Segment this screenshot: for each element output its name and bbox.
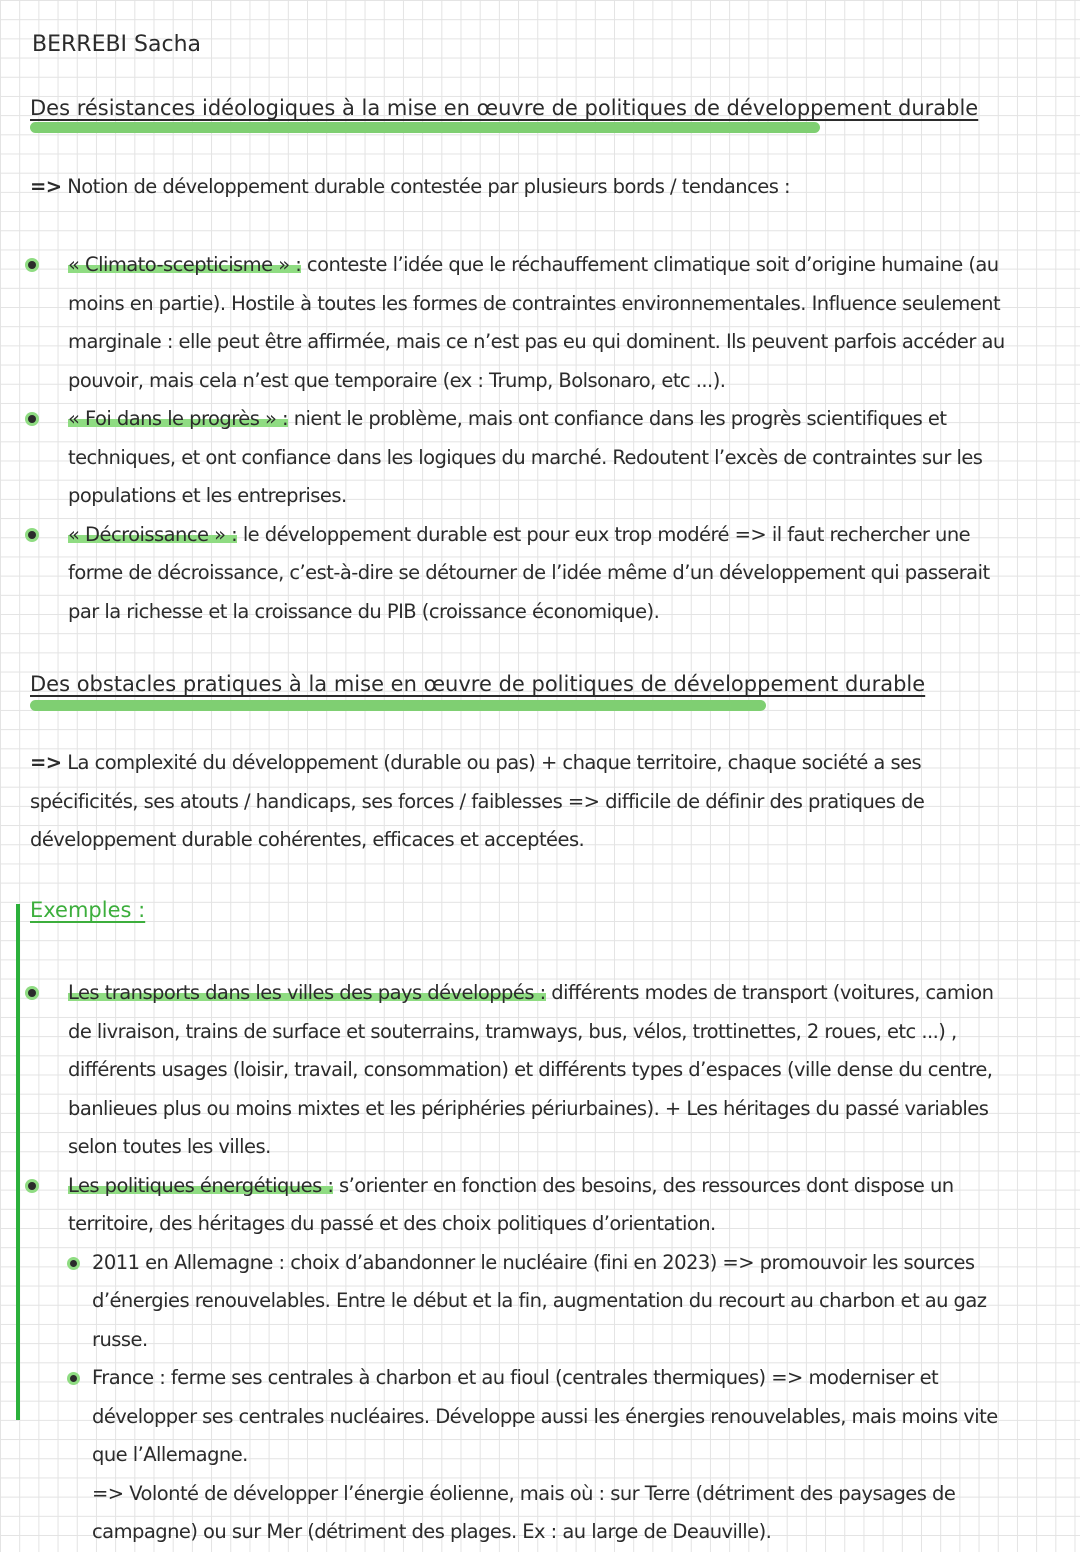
section-1-intro	[30, 168, 1010, 207]
heading-highlight	[30, 122, 820, 133]
section-2-intro	[30, 744, 1010, 860]
bullet-label: « Décroissance » :	[68, 522, 238, 546]
bullet-text: s’orienter en fonction des besoins, des ressources dont dispose un territoire, des héritages du passé et des choix politiques d’orientation.	[68, 1173, 954, 1235]
examples-title: Exemples :	[30, 898, 146, 922]
energy-sub-list	[68, 1244, 1012, 1552]
list-item	[28, 516, 1012, 632]
section-1-title: Des résistances idéologiques à la mise en œuvre de politiques de développement durable	[30, 96, 979, 120]
list-item	[28, 974, 1012, 1167]
ideological-resistances-list	[28, 246, 1012, 631]
sub-list-item: France : ferme ses centrales à charbon et au fioul (centrales thermiques) => moderniser et développer ses centrales nucléaires. Développe aussi les énergies renouvelables, mais moins vite que l’Allemagne.	[68, 1359, 1012, 1475]
bullet-label: Les politiques énergétiques :	[68, 1173, 334, 1197]
section-2-intro-text: La complexité du développement (durable ou pas) + chaque territoire, chaque société a ses spécificités, ses atouts / handicaps, ses forces / faiblesses => difficile de définir des pratiques de développement durable cohérentes, efficaces et acceptées.	[30, 751, 925, 851]
bullet-text: conteste l’idée que le réchauffement climatique soit d’origine humaine (au moins en partie). Hostile à toutes les formes de contraintes environnementales. Influence seulement marginale : elle peut être affirmée, mais ce n’est pas eu qui dominent. Ils peuvent parfois accéder au pouvoir, mais cela n’est que temporaire (ex : Trump, Bolsonaro, etc ...).	[68, 253, 1005, 392]
arrow-note: => Volonté de développer l’énergie éolienne, mais où : sur Terre (détriment des paysages de campagne) ou sur Mer (détriment des plages. Ex : au large de Deauville).	[92, 1481, 956, 1543]
list-item	[28, 1167, 1012, 1552]
examples-margin-bar	[16, 904, 20, 1420]
examples-list	[28, 974, 1012, 1552]
section-1-intro-text: Notion de développement durable contestée par plusieurs bords / tendances :	[67, 175, 791, 198]
arrow-symbol: =>	[30, 751, 62, 774]
bullet-label: « Foi dans le progrès » :	[68, 407, 289, 430]
bullet-label: « Climato-scepticisme » :	[68, 253, 302, 276]
bullet-text: le développement durable est pour eux trop modéré => il faut rechercher une forme de décroissance, c’est-à-dire se détourner de l’idée même d’un développement qui passerait par la richesse et la croissance du PIB (croissance économique).	[68, 522, 990, 623]
sub-list-item: 2011 en Allemagne : choix d’abandonner le nucléaire (fini en 2023) => promouvoir les sources d’énergies renouvelables. Entre le début et la fin, augmentation du recourt au charbon et au gaz russe.	[68, 1244, 1012, 1360]
bullet-text: différents modes de transport (voitures, camion de livraison, trains de surface et souterrains, tramways, bus, vélos, trottinettes, 2 roues, etc ...) , différents usages (loisir, travail, consommation) et différents types d’espaces (ville dense du centre, banlieues plus ou moins mixtes et les périphéries périurbaines). + Les héritages du passé variables selon toutes les villes.	[68, 981, 994, 1158]
author-name: BERREBI Sacha	[32, 32, 202, 57]
bullet-label: Les transports dans les villes des pays développés :	[68, 981, 546, 1004]
section-2-title: Des obstacles pratiques à la mise en œuvre de politiques de développement durable	[30, 672, 926, 696]
arrow-symbol: =>	[30, 175, 62, 198]
heading-highlight	[30, 700, 766, 711]
list-item	[28, 400, 1012, 516]
list-item	[28, 246, 1012, 400]
bullet-text: nient le problème, mais ont confiance dans les progrès scientifiques et techniques, et ont confiance dans les logiques du marché. Redoutent l’excès de contraintes sur les populations et les entreprises.	[68, 407, 983, 507]
